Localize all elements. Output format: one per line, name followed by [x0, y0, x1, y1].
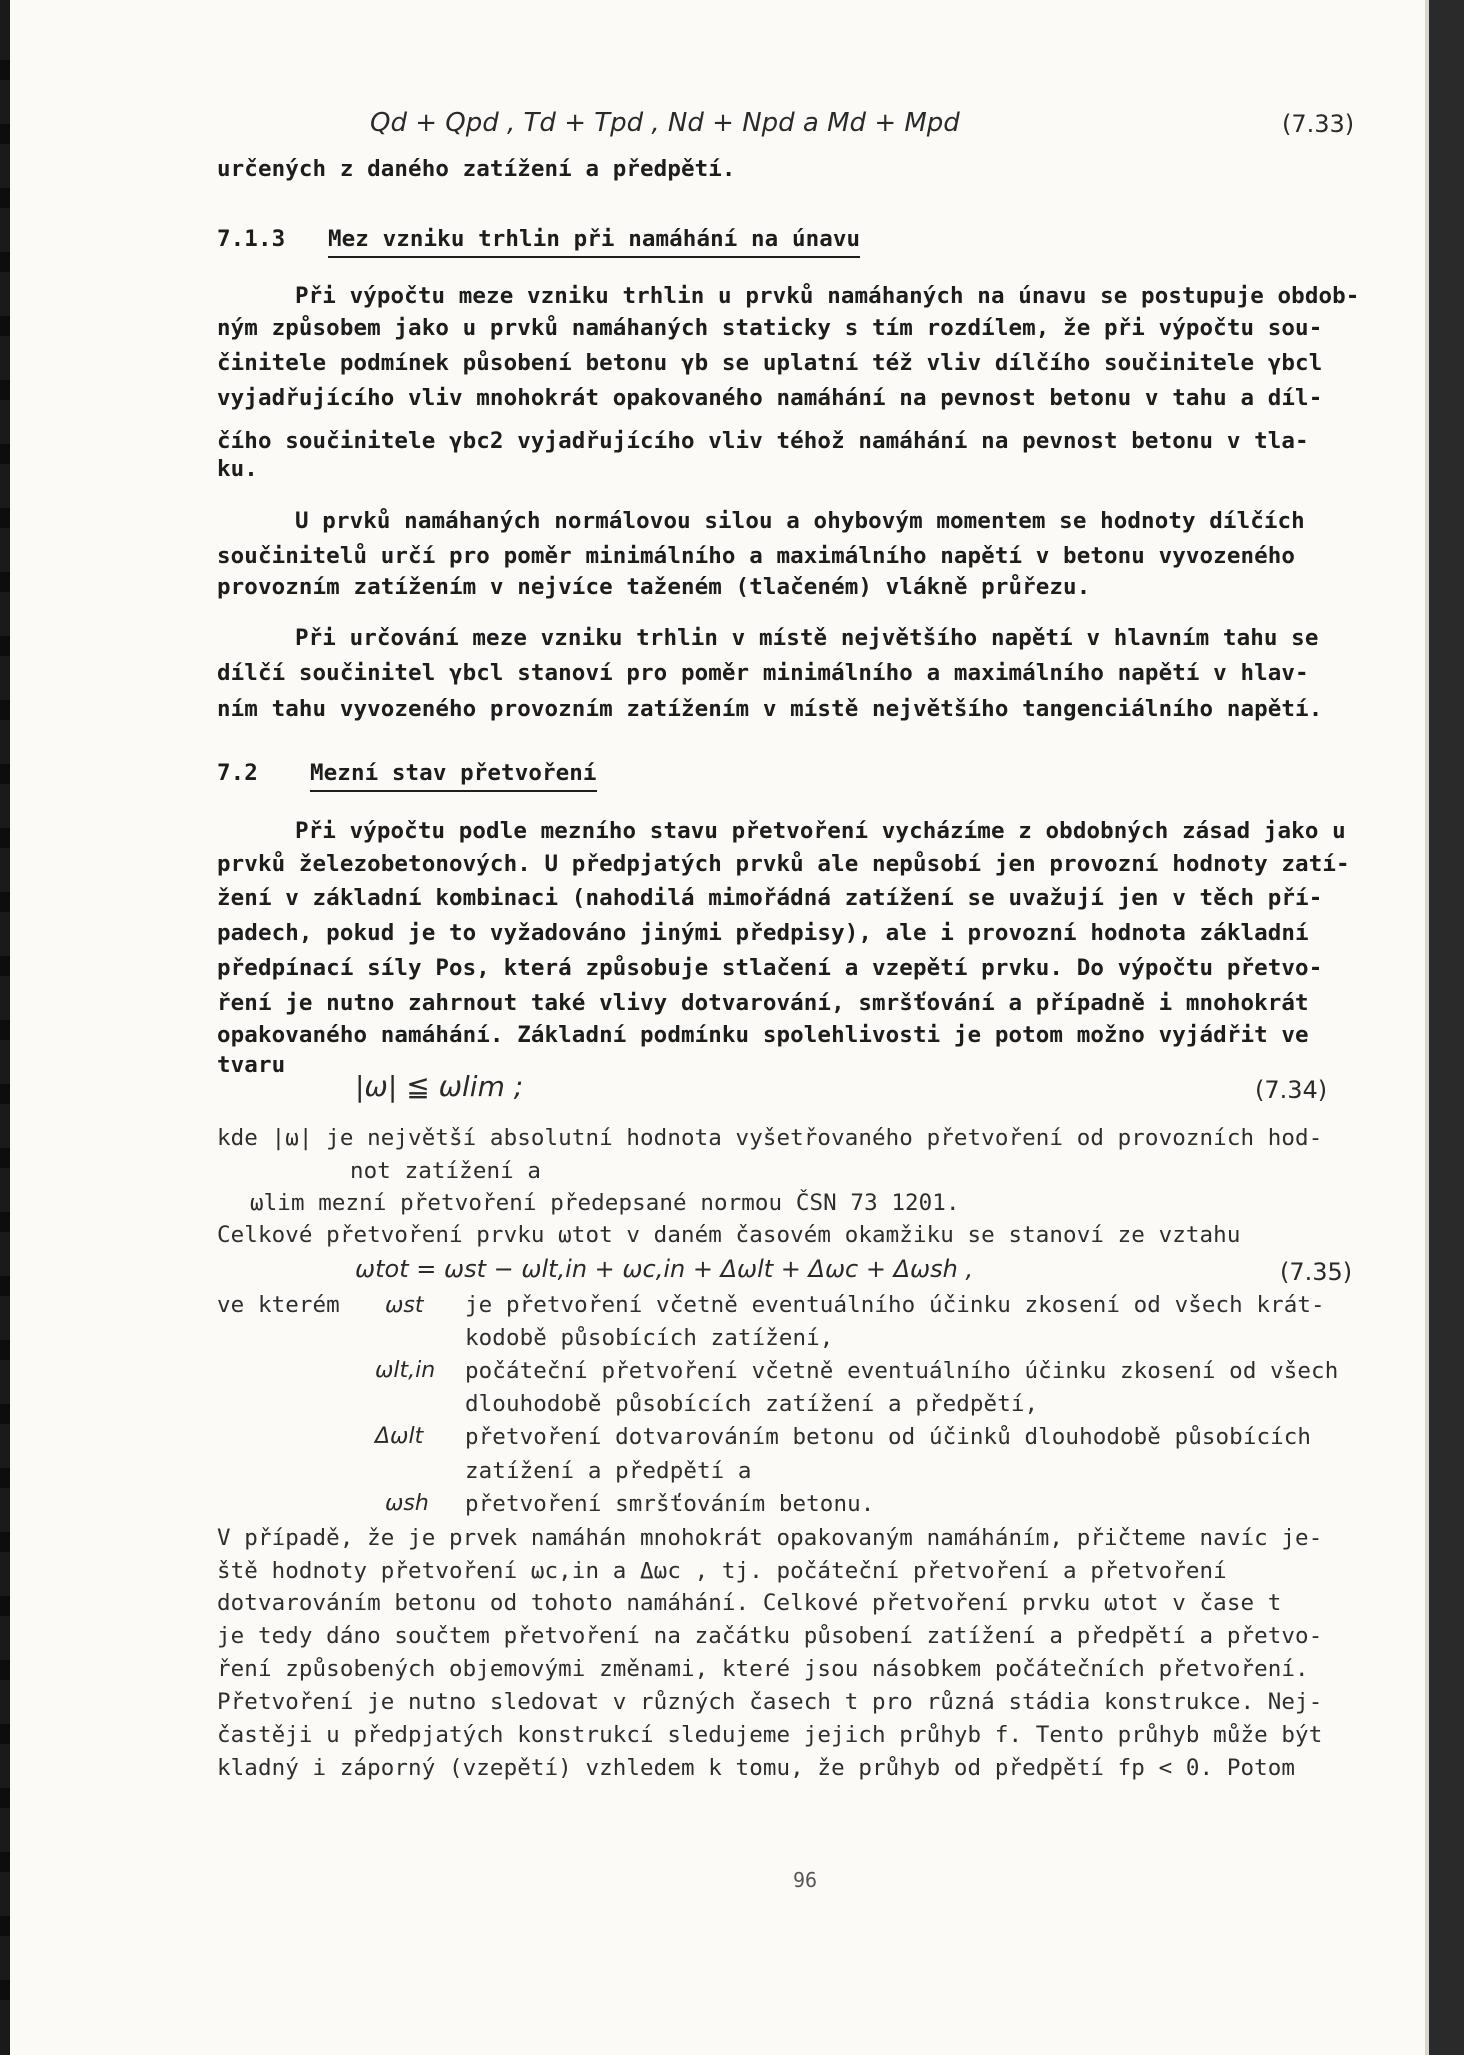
- section-number-7-1-3: 7.1.3: [217, 226, 286, 252]
- p4-line-7: opakovaného namáhání. Základní podmínku spolehlivosti je potom možno vyjádřit ve: [217, 1022, 1309, 1048]
- p4-line-6: ření je nutno zahrnout také vlivy dotvarování, smršťování a případně i mnohokrát: [217, 990, 1309, 1016]
- p2-line-1: U prvků namáhaných normálovou silou a ohybovým momentem se hodnoty dílčích: [295, 508, 1305, 534]
- def-2-line-2: dlouhodobě působících zatížení a předpětí,: [465, 1391, 1039, 1417]
- p1-line-3: činitele podmínek působení betonu γb se uplatní též vliv dílčího součinitele γbcl: [217, 350, 1323, 376]
- def-symbol-omega-st: ωst: [385, 1293, 424, 1318]
- section-title-7-1-3: Mez vzniku trhlin při namáhání na únavu: [328, 226, 860, 258]
- p5-line-1: V případě, že je prvek namáhán mnohokrát opakovaným namáháním, přičteme navíc je-: [217, 1525, 1323, 1551]
- kde-line-3: ωlim mezní přetvoření předepsané normou ČSN 73 1201.: [250, 1190, 960, 1216]
- p3-line-1: Při určování meze vzniku trhlin v místě největšího napětí v hlavním tahu se: [295, 625, 1319, 651]
- equation-7-33: Qd + Qpd , Td + Tpd , Nd + Npd a Md + Mpd: [370, 108, 960, 138]
- equation-number-7-34: (7.34): [1255, 1076, 1328, 1104]
- equation-number-7-35: (7.35): [1280, 1258, 1353, 1286]
- def-symbol-omega-sh: ωsh: [385, 1491, 429, 1516]
- p1-line-4: vyjadřujícího vliv mnohokrát opakovaného namáhání na pevnost betonu v tahu a díl-: [217, 385, 1323, 411]
- p5-line-7: častěji u předpjatých konstrukcí sledujeme jejich průhyb f. Tento průhyb může být: [217, 1722, 1323, 1748]
- p4-line-5: předpínací síly Pos, která způsobuje stlačení a vzepětí prvku. Do výpočtu přetvo-: [217, 955, 1323, 981]
- ve-kterem-label: ve kterém: [217, 1292, 340, 1318]
- p4-line-4: padech, pokud je to vyžadováno jinými předpisy), ale i provozní hodnota základní: [217, 920, 1309, 946]
- p2-line-2: součinitelů určí pro poměr minimálního a maximálního napětí v betonu vyvozeného: [217, 543, 1296, 569]
- def-1-line-2: kodobě působících zatížení,: [465, 1325, 834, 1351]
- p5-line-3: dotvarováním betonu od tohoto namáhání. Celkové přetvoření prvku ωtot v čase t: [217, 1590, 1282, 1616]
- p4-line-3: žení v základní kombinaci (nahodilá mimořádná zatížení se uvažují jen v těch pří-: [217, 885, 1323, 911]
- p1-line-1: Při výpočtu meze vzniku trhlin u prvků namáhaných na únavu se postupuje obdob-: [295, 283, 1360, 309]
- p5-line-2: ště hodnoty přetvoření ωc,in a Δωc , tj. počáteční přetvoření a přetvoření: [217, 1558, 1227, 1584]
- def-symbol-omega-lt-in: ωlt,in: [375, 1358, 436, 1383]
- def-symbol-delta-omega-lt: Δωlt: [375, 1424, 424, 1449]
- page-edge: [1425, 0, 1464, 2055]
- def-4-line-1: přetvoření smršťováním betonu.: [465, 1491, 875, 1517]
- section-title-7-2: Mezní stav přetvoření: [310, 760, 597, 792]
- spiral-binding: [0, 0, 10, 2055]
- p4-line-1: Při výpočtu podle mezního stavu přetvoření vycházíme z obdobných zásad jako u: [295, 818, 1346, 844]
- p1-line-2: ným způsobem jako u prvků namáhaných staticky s tím rozdílem, že při výpočtu sou-: [217, 315, 1323, 341]
- intro-line: určených z daného zatížení a předpětí.: [217, 156, 736, 182]
- def-3-line-1: přetvoření dotvarováním betonu od účinků dlouhodobě působících: [465, 1424, 1312, 1450]
- section-number-7-2: 7.2: [217, 760, 258, 786]
- kde-line-2: not zatížení a: [350, 1158, 542, 1184]
- equation-number-7-33: (7.33): [1282, 110, 1355, 138]
- equation-7-34: |ω| ≦ ωlim ;: [355, 1070, 524, 1103]
- page-number: 96: [793, 1868, 818, 1892]
- def-2-line-1: počáteční přetvoření včetně eventuálního účinku zkosení od všech: [465, 1358, 1339, 1384]
- p5-line-8: kladný i záporný (vzepětí) vzhledem k tomu, že průhyb od předpětí fp < 0. Potom: [217, 1755, 1296, 1781]
- kde-line-4: Celkové přetvoření prvku ωtot v daném časovém okamžiku se stanoví ze vztahu: [217, 1222, 1241, 1248]
- p3-line-2: dílčí součinitel γbcl stanoví pro poměr minimálního a maximálního napětí v hlav-: [217, 660, 1309, 686]
- p4-line-2: prvků železobetonových. U předpjatých prvků ale nepůsobí jen provozní hodnoty zatí-: [217, 851, 1350, 877]
- scanned-page: [10, 0, 1425, 2055]
- p5-line-4: je tedy dáno součtem přetvoření na začátku působení zatížení a předpětí a přetvo-: [217, 1623, 1323, 1649]
- p4-line-8: tvaru: [217, 1052, 286, 1078]
- def-1-line-1: je přetvoření včetně eventuálního účinku zkosení od všech krát-: [465, 1292, 1325, 1318]
- equation-7-35: ωtot = ωst − ωlt,in + ωc,in + Δωlt + Δωc + Δωsh ,: [355, 1255, 974, 1283]
- p2-line-3: provozním zatížením v nejvíce taženém (tlačeném) vlákně průřezu.: [217, 574, 1091, 600]
- p5-line-6: Přetvoření je nutno sledovat v různých časech t pro různá stádia konstrukce. Nej-: [217, 1689, 1323, 1715]
- def-3-line-2: zatížení a předpětí a: [465, 1458, 752, 1484]
- p1-line-6: ku.: [217, 456, 258, 482]
- p5-line-5: ření způsobených objemovými změnami, které jsou násobkem počátečních přetvoření.: [217, 1656, 1309, 1682]
- kde-line-1: kde |ω| je největší absolutní hodnota vyšetřovaného přetvoření od provozních hod-: [217, 1125, 1323, 1151]
- p1-line-5: čího součinitele γbc2 vyjadřujícího vliv téhož namáhání na pevnost betonu v tla-: [217, 428, 1309, 454]
- p3-line-3: ním tahu vyvozeného provozním zatížením v místě největšího tangenciálního napětí.: [217, 696, 1323, 722]
